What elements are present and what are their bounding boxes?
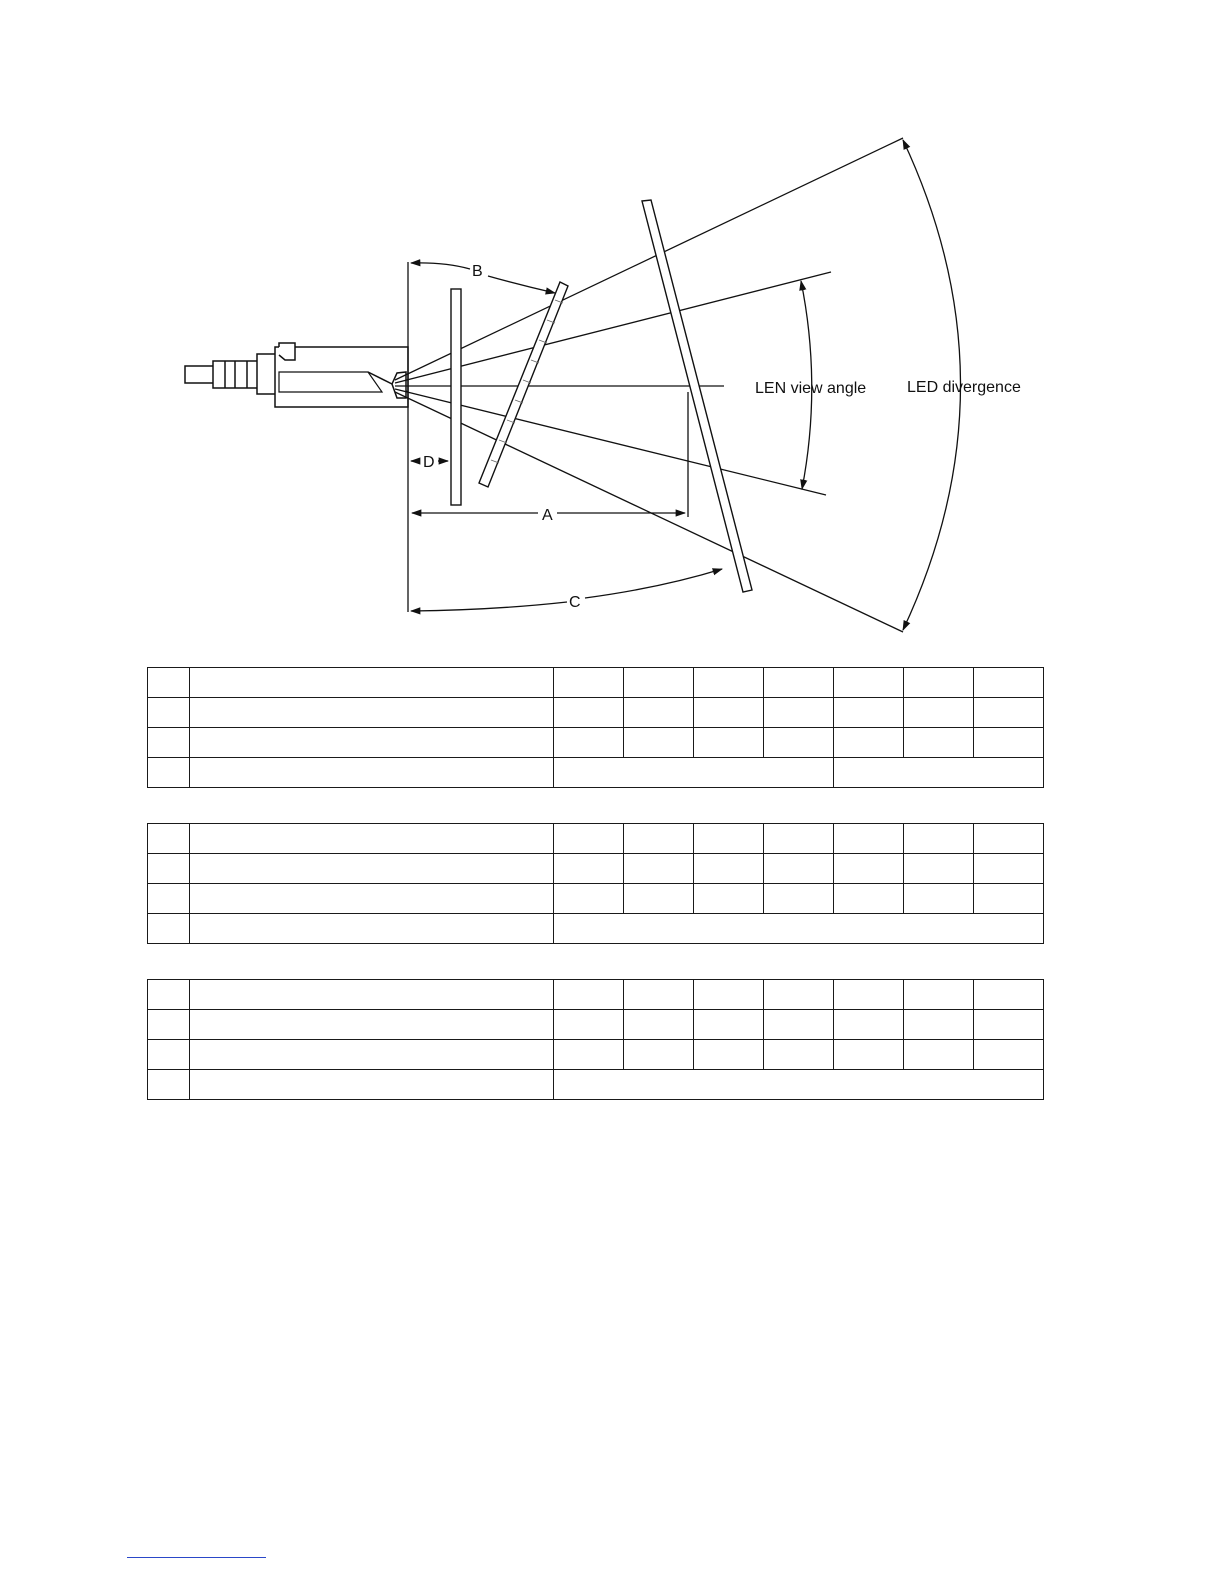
sensor-connector-cable xyxy=(185,366,215,383)
table-row xyxy=(148,728,1044,758)
sensor-body xyxy=(185,343,408,407)
dimension-b-label: B xyxy=(472,263,483,280)
table-row xyxy=(148,854,1044,884)
table-row xyxy=(148,980,1044,1010)
table-row xyxy=(148,1070,1044,1100)
spec-table-2 xyxy=(147,823,1044,944)
dimension-d-label: D xyxy=(423,454,435,471)
table-row xyxy=(148,824,1044,854)
dimension-c xyxy=(411,569,722,611)
target-plate-c xyxy=(642,200,752,592)
table-row xyxy=(148,1010,1044,1040)
targets xyxy=(451,200,752,592)
table-row xyxy=(148,668,1044,698)
table-row xyxy=(148,884,1044,914)
table-row xyxy=(148,698,1044,728)
target-plate-d xyxy=(451,289,461,505)
table-row xyxy=(148,914,1044,944)
dimension-b xyxy=(411,263,555,293)
dimension-c-label: C xyxy=(569,594,581,611)
dimension-a-label: A xyxy=(542,507,553,524)
table-row xyxy=(148,1040,1044,1070)
spec-table-3 xyxy=(147,979,1044,1100)
led-divergence-label: LED divergence xyxy=(907,379,1021,396)
sensor-field-of-view-diagram xyxy=(0,0,1224,650)
len-view-angle-label: LEN view angle xyxy=(755,380,867,397)
target-plate-b xyxy=(479,282,568,487)
spec-table-1 xyxy=(147,667,1044,788)
sensor-connector-nut xyxy=(213,361,259,388)
sensor-connector-flange xyxy=(257,354,277,394)
table-row xyxy=(148,758,1044,788)
footer-link-underline[interactable] xyxy=(127,1557,266,1558)
